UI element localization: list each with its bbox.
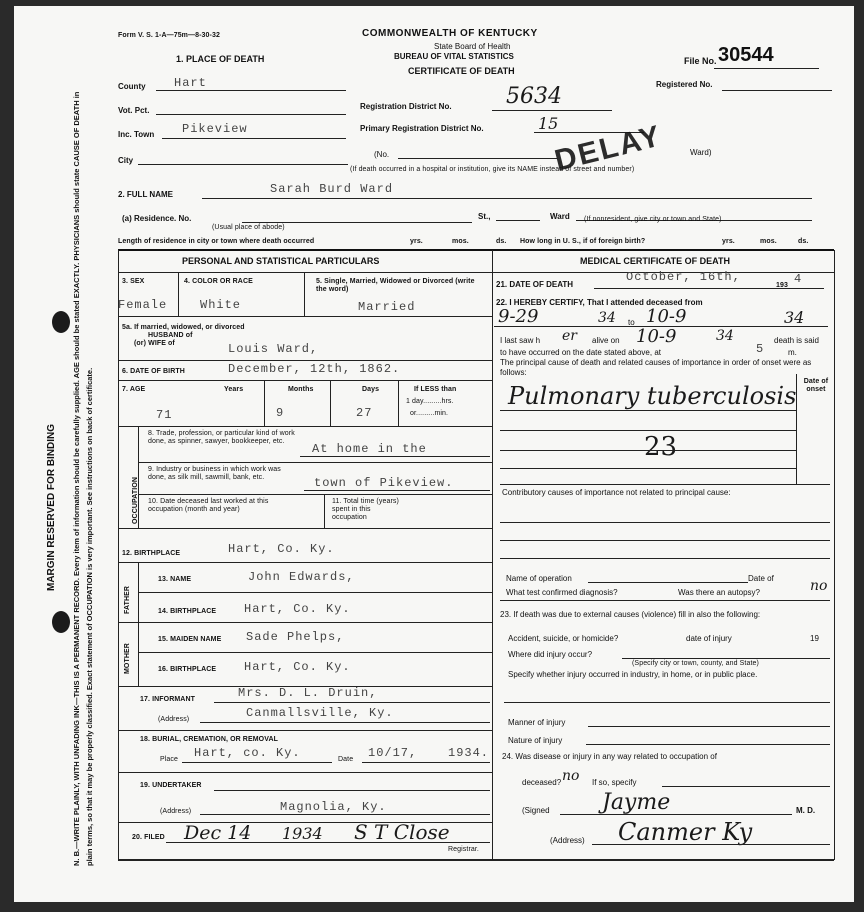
attended-to-year: 34 xyxy=(784,308,805,327)
where-label: Where did injury occur? xyxy=(508,650,593,659)
last-saw-her: er xyxy=(562,328,577,344)
spouse-label-2: HUSBAND of xyxy=(148,332,193,339)
residence-nonresident-note: (If nonresident, give city or town and State) xyxy=(584,216,722,223)
total-time-label: 11. Total time (years) spent in this occupation xyxy=(332,498,399,521)
last-saw-date: 10-9 xyxy=(636,326,677,347)
attended-to: 10-9 xyxy=(646,306,687,327)
principal-label: The principal cause of death and related causes of importance in order of onset were as follows: xyxy=(500,358,812,377)
header-commonwealth: COMMONWEALTH OF KENTUCKY xyxy=(362,28,538,39)
death-said-label: death is said xyxy=(774,336,819,345)
margin-instructions: N. B.—WRITE PLAINLY, WITH UNFADING INK—THIS IS A PERMANENT RECORD. Every item of information should be carefully supplied. AGE should be stated EXACTLY. PHYSICIANS should state CAUSE OF DEATH in plain terms, so that it may be properly classified. Exact statement of OCCUPATION is very important. See instructions on back of certificate. xyxy=(72,91,94,866)
inc-town-label: Inc. Town xyxy=(118,130,155,139)
father-name-value: John Edwards, xyxy=(248,570,355,584)
medical-address-value: Canmer Ky xyxy=(618,818,753,846)
date-of-death-value: October, 16th, xyxy=(626,270,741,284)
registered-no-label: Registered No. xyxy=(656,80,713,89)
to-label: to xyxy=(628,318,635,327)
filed-year-value: 1934 xyxy=(282,824,323,843)
punch-hole-bottom xyxy=(52,611,70,633)
alive-on-label: alive on xyxy=(592,336,620,345)
marital-value: Married xyxy=(358,300,416,314)
ward-label: Ward) xyxy=(690,148,712,157)
birthplace-label: 12. BIRTHPLACE xyxy=(122,550,181,557)
primary-district-label: Primary Registration District No. xyxy=(360,124,484,133)
residence-usual-place: (Usual place of abode) xyxy=(212,224,285,231)
less-than-label: If LESS than xyxy=(414,386,457,393)
residence-yrs-2: yrs. xyxy=(722,238,735,245)
binding-margin xyxy=(16,46,126,906)
full-name-value: Sarah Burd Ward xyxy=(270,182,394,196)
attended-from-year: 34 xyxy=(598,310,616,326)
trade-value: At home in the xyxy=(312,442,427,456)
test-label: What test confirmed diagnosis? xyxy=(506,588,618,597)
operation-label: Name of operation xyxy=(506,574,572,583)
informant-value: Mrs. D. L. Druin, xyxy=(238,686,378,700)
color-value: White xyxy=(200,298,242,312)
min-label: or.........min. xyxy=(410,410,449,417)
manner-label: Manner of injury xyxy=(508,718,566,727)
registrar-label: Registrar. xyxy=(448,846,479,853)
autopsy-label: Was there an autopsy? xyxy=(678,588,760,597)
father-name-label: 13. NAME xyxy=(158,576,192,583)
trade-label: 8. Trade, profession, or particular kind of work done, as spinner, sawyer, bookkeeper, etc. xyxy=(148,430,295,445)
primary-district-value: 15 xyxy=(538,114,559,133)
deceased-answer: no xyxy=(562,768,580,784)
specify-if-so: If so, specify xyxy=(592,778,637,787)
certify-label: 22. I HEREBY CERTIFY, That I attended deceased from xyxy=(496,298,703,307)
dob-value: December, 12th, 1862. xyxy=(228,362,401,376)
years-label: Years xyxy=(224,386,244,393)
father-birthplace-value: Hart, Co. Ky. xyxy=(244,602,351,616)
age-days-value: 27 xyxy=(356,406,373,420)
medical-address-label: (Address) xyxy=(550,836,585,845)
signed-label: (Signed xyxy=(522,806,550,815)
father-birthplace-label: 14. BIRTHPLACE xyxy=(158,608,217,615)
death-year-prefix: 193 xyxy=(776,282,788,289)
header-certificate: CERTIFICATE OF DEATH xyxy=(408,66,515,76)
header-bureau: BUREAU OF VITAL STATISTICS xyxy=(394,52,514,61)
specify-label: Specify whether injury occurred in industry, in home, or in public place. xyxy=(508,670,758,679)
color-label: 4. COLOR OR RACE xyxy=(184,278,253,285)
undertaker-address-label: (Address) xyxy=(160,808,192,815)
age-years-value: 71 xyxy=(156,408,173,422)
personal-title: PERSONAL AND STATISTICAL PARTICULARS xyxy=(182,256,380,266)
sex-label: 3. SEX xyxy=(122,278,145,285)
months-label: Months xyxy=(288,386,314,393)
occurred-label: to have occurred on the date stated above, at xyxy=(500,348,661,357)
date-onset-label: Date of onset xyxy=(803,378,829,393)
county-label: County xyxy=(118,82,146,91)
residence-ds-2: ds. xyxy=(798,238,809,245)
city-no-label: (No. xyxy=(374,150,390,159)
mother-birthplace-label: 16. BIRTHPLACE xyxy=(158,666,217,673)
undertaker-label: 19. UNDERTAKER xyxy=(140,782,202,789)
burial-date-value: 10/17, xyxy=(368,746,418,760)
filed-date-value: Dec 14 xyxy=(184,822,252,844)
m-label: m. xyxy=(788,348,797,357)
full-name-label: 2. FULL NAME xyxy=(118,190,173,199)
mother-name-value: Sade Phelps, xyxy=(246,630,345,644)
registration-district-value: 5634 xyxy=(506,84,562,109)
nature-label: Nature of injury xyxy=(508,736,563,745)
residence-label: (a) Residence. No. xyxy=(122,214,192,223)
spouse-label-1: 5a. If married, widowed, or divorced xyxy=(122,324,245,331)
day-hrs-label: 1 day.........hrs. xyxy=(406,398,454,405)
signed-value: Jayme xyxy=(602,790,671,815)
inc-town-value: Pikeview xyxy=(182,122,248,136)
residence-yrs: yrs. xyxy=(410,238,423,245)
md-label: M. D. xyxy=(796,806,816,815)
age-label: 7. AGE xyxy=(122,386,146,393)
age-months-value: 9 xyxy=(276,406,285,420)
attended-from: 9-29 xyxy=(498,306,539,327)
dob-label: 6. DATE OF BIRTH xyxy=(122,368,185,375)
industry-value: town of Pikeview. xyxy=(314,476,454,490)
punch-hole-top xyxy=(52,311,70,333)
delay-stamp: DELAY xyxy=(551,119,666,178)
residence-ward-label: Ward xyxy=(550,212,570,221)
burial-year-value: 1934. xyxy=(448,746,490,760)
mother-side-label: MOTHER xyxy=(124,643,131,674)
burial-place-value: Hart, co. Ky. xyxy=(194,746,301,760)
mother-name-label: 15. MAIDEN NAME xyxy=(158,636,222,643)
residence-how-long: How long in U. S., if of foreign birth? xyxy=(520,238,646,245)
mother-birthplace-value: Hart, Co. Ky. xyxy=(244,660,351,674)
registrar-signature: S T Close xyxy=(354,820,450,844)
form-id: Form V. S. 1-A—75m—8-30-32 xyxy=(118,32,220,39)
city-label: City xyxy=(118,156,134,165)
margin-binding-label: MARGIN RESERVED FOR BINDING xyxy=(46,423,57,591)
where-note: (Specify city or town, county, and State) xyxy=(632,660,759,667)
accident-label: Accident, suicide, or homicide? xyxy=(508,634,619,643)
undertaker-address-value: Magnolia, Ky. xyxy=(280,800,387,814)
injury-year: 19 xyxy=(810,634,819,643)
disease-label: 24. Was disease or injury in any way related to occupation of xyxy=(502,752,717,761)
last-saw-label: I last saw h xyxy=(500,336,541,345)
medical-title: MEDICAL CERTIFICATE OF DEATH xyxy=(580,256,730,266)
deceased-label: deceased? xyxy=(522,778,562,787)
date-last-worked-label: 10. Date deceased last worked at this occupation (month and year) xyxy=(148,498,269,513)
last-saw-year: 34 xyxy=(716,328,734,344)
operation-date-label: Date of xyxy=(748,574,774,583)
place-of-death-title: 1. PLACE OF DEATH xyxy=(176,54,265,64)
burial-place-label: Place xyxy=(160,756,179,763)
vot-pct-label: Vot. Pct. xyxy=(118,106,150,115)
certificate-page xyxy=(14,6,854,902)
header-board: State Board of Health xyxy=(434,42,511,51)
file-no-label: File No. xyxy=(684,56,717,66)
cause-value: Pulmonary tuberculosis xyxy=(508,382,797,410)
residence-mos-2: mos. xyxy=(760,238,777,245)
industry-label: 9. Industry or business in which work was done, as silk mill, sawmill, bank, etc. xyxy=(148,466,281,481)
contributory-label: Contributory causes of importance not related to principal cause: xyxy=(502,488,731,497)
informant-address-value: Canmallsville, Ky. xyxy=(246,706,394,720)
external-label: 23. If death was due to external causes (violence) fill in also the following: xyxy=(500,610,761,619)
county-value: Hart xyxy=(174,76,207,90)
occupation-side-label: OCCUPATION xyxy=(132,476,139,524)
burial-date-label: Date xyxy=(338,756,354,763)
father-side-label: FATHER xyxy=(124,585,131,614)
spouse-value: Louis Ward, xyxy=(228,342,319,356)
residence-st-label: St., xyxy=(478,212,491,221)
hospital-note: (If death occurred in a hospital or institution, give its NAME instead of street and number) xyxy=(350,166,635,173)
residence-ds: ds. xyxy=(496,238,507,245)
informant-address-label: (Address) xyxy=(158,716,190,723)
residence-length-label: Length of residence in city or town where death occurred xyxy=(118,238,315,245)
spouse-label-3: (or) WIFE of xyxy=(134,340,175,347)
death-year-suffix: 4 xyxy=(794,272,803,286)
injury-date-label: date of injury xyxy=(686,634,732,643)
birthplace-value: Hart, Co. Ky. xyxy=(228,542,335,556)
burial-label: 18. BURIAL, CREMATION, OR REMOVAL xyxy=(140,736,278,743)
registration-district-label: Registration District No. xyxy=(360,102,452,111)
sex-value: Female xyxy=(118,298,168,312)
file-no: 30544 xyxy=(718,44,774,66)
date-of-death-label: 21. DATE OF DEATH xyxy=(496,280,574,289)
filed-label: 20. FILED xyxy=(132,834,165,841)
occurred-time: 5 xyxy=(756,342,765,356)
days-label: Days xyxy=(362,386,380,393)
residence-mos: mos. xyxy=(452,238,469,245)
cause-code: 23 xyxy=(644,432,678,462)
autopsy-value: no xyxy=(810,578,828,594)
informant-label: 17. INFORMANT xyxy=(140,696,195,703)
marital-label: 5. Single, Married, Widowed or Divorced (write the word) xyxy=(316,278,475,293)
